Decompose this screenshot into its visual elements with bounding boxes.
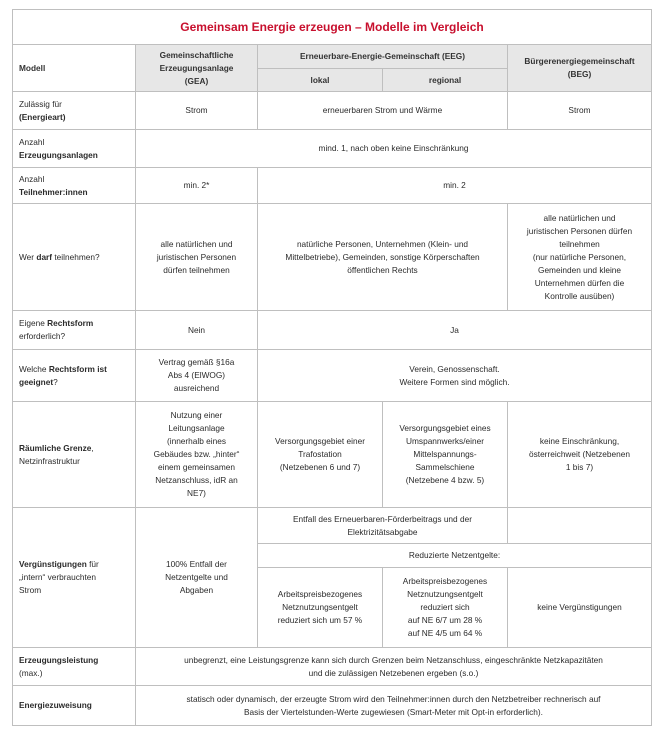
label-bold: Räumliche Grenze <box>19 442 92 453</box>
cell-beg: keine Vergünstigungen <box>508 568 652 648</box>
line: alle natürlichen und <box>543 212 616 223</box>
label-text: Anzahl <box>19 136 45 147</box>
label-grenze <box>13 402 136 508</box>
label-bold: Teilnehmer:innen <box>19 186 88 197</box>
header-beg-line1: Bürgerenergiegemeinschaft <box>524 56 635 66</box>
cell-reduziert: Reduzierte Netzentgelte: <box>258 544 652 568</box>
cell-regional <box>383 568 508 648</box>
cell-gea: Nein <box>136 311 258 350</box>
label-bold: darf <box>36 251 53 262</box>
label-bold: Erzeugungsleistung <box>19 654 99 665</box>
header-beg-line2: (BEG) <box>567 69 592 79</box>
line: Arbeitspreisbezogenes <box>277 589 363 599</box>
header-gea-line3: (GEA) <box>184 75 209 86</box>
line: Kontrolle ausüben) <box>544 290 615 301</box>
header-regional: regional <box>383 69 508 92</box>
cell-eeg: erneuerbaren Strom und Wärme <box>258 92 508 130</box>
header-lokal: lokal <box>258 69 383 92</box>
cell-entfall <box>258 508 508 544</box>
line: Mittelspannungs- <box>413 449 477 459</box>
label-text: „intern“ verbrauchten <box>19 572 97 582</box>
line: natürliche Personen, Unternehmen (Klein- und <box>296 238 469 249</box>
line: juristischen Personen dürfen <box>526 225 633 236</box>
label-text: Wer <box>19 251 37 262</box>
line: Netzanschluss, idR an <box>155 475 238 485</box>
cell-all <box>136 686 652 726</box>
row-rechtsform <box>13 311 652 350</box>
line: (Netzebenen 6 und 7) <box>279 462 361 472</box>
line: Gemeinden und kleine <box>537 264 622 275</box>
cell-beg <box>508 204 652 311</box>
line: Elektrizitätsabgabe <box>347 526 418 537</box>
label-text: Strom <box>19 585 42 595</box>
cell-all: mind. 1, nach oben keine Einschränkung <box>136 130 652 168</box>
cell-rest <box>258 350 652 402</box>
row-verguenstigungen-a <box>13 508 652 544</box>
label-text: teilnehmen? <box>52 251 100 262</box>
label-text: Anzahl <box>19 173 45 184</box>
line: Netznutzungsentgelt <box>282 602 358 612</box>
label-bold: (Energieart) <box>19 111 66 122</box>
cell-gea <box>136 508 258 648</box>
line: Nutzung einer <box>170 410 223 420</box>
line: reduziert sich <box>420 602 470 612</box>
label-text: ? <box>53 376 58 387</box>
label-text: Eigene <box>19 318 48 328</box>
comparison-table <box>12 9 652 726</box>
line: Versorgungsgebiet eines <box>399 423 491 433</box>
line: 1 bis 7) <box>565 462 594 472</box>
line: Leitungsanlage <box>168 423 225 433</box>
row-energieart <box>13 92 652 130</box>
line: Sammelschiene <box>415 462 475 472</box>
label-text: Welche <box>19 363 49 374</box>
label-teilnehmer <box>13 168 136 204</box>
line: unbegrenzt, eine Leistungsgrenze kann sich durch Grenzen beim Netzanschluss, eingeschränkte Netzkapazitäten <box>184 654 603 665</box>
table-title: Gemeinsam Energie erzeugen – Modelle im Vergleich <box>13 10 652 45</box>
label-bold: Rechtsform <box>47 318 94 328</box>
cell-regional <box>383 402 508 508</box>
label-bold: Rechtsform ist geeignet <box>19 363 107 387</box>
line: (Netzebene 4 bzw. 5) <box>405 475 485 485</box>
cell-lokal <box>258 402 383 508</box>
line: auf NE 6/7 um 28 % <box>407 615 483 625</box>
label-text: Netzinfrastruktur <box>19 455 80 466</box>
label-leistung <box>13 648 136 686</box>
cell-gea <box>136 204 258 311</box>
line: (nur natürliche Personen, <box>532 251 627 262</box>
cell-eeg <box>258 204 508 311</box>
row-grenze <box>13 402 652 508</box>
line: Umspannwerks/einer <box>406 436 484 446</box>
label-text: für <box>86 559 99 569</box>
header-gea-line1: Gemeinschaftliche <box>159 49 234 60</box>
line: (innerhalb eines <box>166 436 227 446</box>
line: NE7) <box>187 488 206 498</box>
cell-rest: min. 2 <box>258 168 652 204</box>
line: Netzentgelte und <box>165 572 228 582</box>
comparison-table-wrapper <box>12 9 651 726</box>
line: Trafostation <box>298 449 342 459</box>
line: Netznutzungsentgelt <box>407 589 483 599</box>
label-energieart <box>13 92 136 130</box>
line: Abs 4 (ElWOG) <box>167 370 226 380</box>
label-bold: Energiezuweisung <box>19 700 92 710</box>
cell-empty <box>508 508 652 544</box>
label-bold: Erzeugungsanlagen <box>19 149 98 160</box>
label-geeignet <box>13 350 136 402</box>
cell-gea <box>136 402 258 508</box>
line: 100% Entfall der <box>166 559 227 569</box>
line: keine Einschränkung, <box>539 436 620 446</box>
label-verguenstigungen <box>13 508 136 648</box>
line: juristischen Personen <box>156 251 237 262</box>
cell-gea: Strom <box>136 92 258 130</box>
line: öffentlichen Rechts <box>347 264 418 275</box>
row-teilnehmer <box>13 168 652 204</box>
line: Basis der Viertelstunden-Werte zugewiesen (Smart-Meter mit Opt-in erforderlich). <box>244 706 543 717</box>
label-text: , <box>91 442 94 453</box>
row-geeignet <box>13 350 652 402</box>
label-zuweisung <box>13 686 136 726</box>
line: dürfen teilnehmen <box>163 264 230 275</box>
line: Entfall des Erneuerbaren-Förderbeitrags und der <box>293 513 472 524</box>
line: Vertrag gemäß §16a <box>158 357 235 367</box>
cell-rest: Ja <box>258 311 652 350</box>
row-zuweisung <box>13 686 652 726</box>
cell-gea: min. 2* <box>136 168 258 204</box>
cell-beg: Strom <box>508 92 652 130</box>
line: Unternehmen dürfen die <box>534 277 625 288</box>
label-text: erforderlich? <box>19 331 66 341</box>
row-anlagen <box>13 130 652 168</box>
cell-beg <box>508 402 652 508</box>
line: österreichweit (Netzebenen <box>529 449 630 459</box>
line: ausreichend <box>173 383 220 393</box>
label-rechtsform <box>13 311 136 350</box>
line: auf NE 4/5 um 64 % <box>407 628 483 638</box>
label-text: Zulässig für <box>19 98 62 109</box>
line: Versorgungsgebiet einer <box>275 436 365 446</box>
header-gea-line2: Erzeugungsanlage <box>159 62 234 73</box>
header-modell: Modell <box>13 45 136 92</box>
line: reduziert sich um 57 % <box>277 615 363 625</box>
line: teilnehmen <box>559 238 600 249</box>
line: Weitere Formen sind möglich. <box>399 376 510 387</box>
cell-gea <box>136 350 258 402</box>
line: Gebäudes bzw. „hinter“ <box>153 449 240 459</box>
row-leistung <box>13 648 652 686</box>
label-text: (max.) <box>19 667 43 678</box>
line: statisch oder dynamisch, der erzeugte Strom wird den Teilnehmer:innen durch den Netzbetreiber rechnerisch auf <box>186 693 601 704</box>
cell-lokal <box>258 568 383 648</box>
header-gea <box>136 45 258 92</box>
label-anlagen <box>13 130 136 168</box>
header-beg <box>508 45 652 92</box>
line: Abgaben <box>179 585 214 595</box>
label-bold: Vergünstigungen <box>19 559 87 569</box>
header-eeg: Erneuerbare-Energie-Gemeinschaft (EEG) <box>258 45 508 69</box>
line: einem gemeinsamen <box>157 462 236 472</box>
label-wer <box>13 204 136 311</box>
line: alle natürlichen und <box>160 238 233 249</box>
line: Arbeitspreisbezogenes <box>402 576 488 586</box>
line: und die zulässigen Netzebenen ergeben (s.o.) <box>308 667 479 678</box>
row-wer <box>13 204 652 311</box>
line: Verein, Genossenschaft. <box>409 363 500 374</box>
cell-all <box>136 648 652 686</box>
line: Mittelbetriebe), Gemeinden, sonstige Körperschaften <box>285 251 480 262</box>
